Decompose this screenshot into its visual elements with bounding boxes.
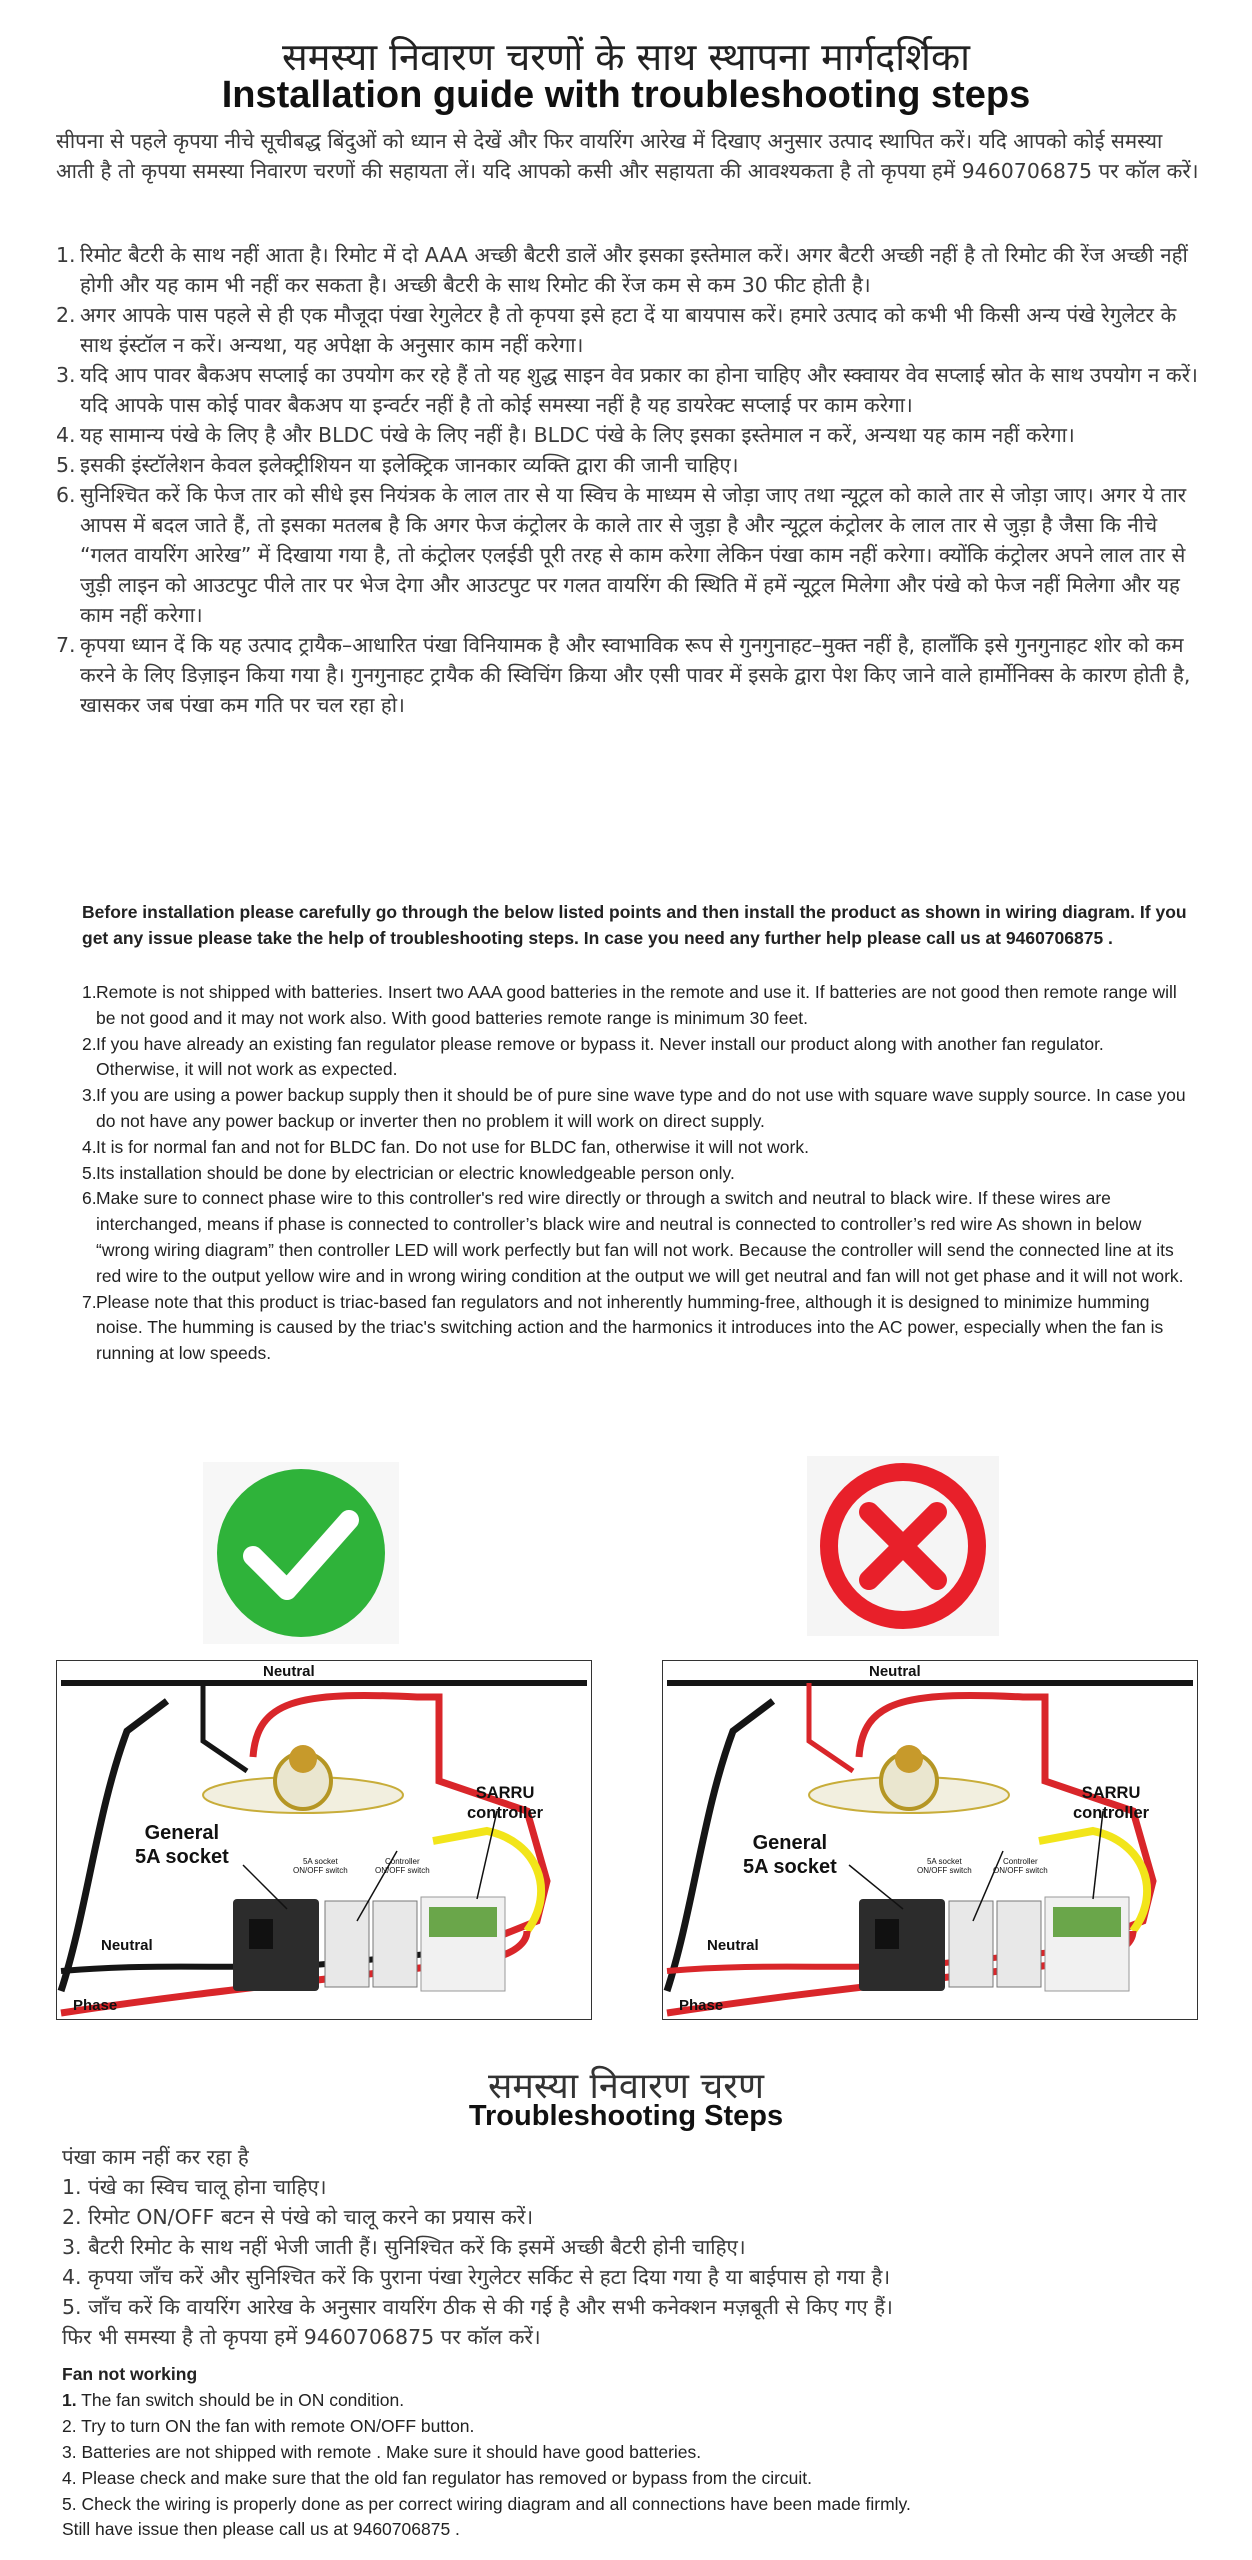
- list-number: 2.: [82, 1033, 97, 1054]
- controller-switch-line-2: ON/OFF switch: [993, 1866, 1048, 1875]
- troubleshooting-title-english: Troubleshooting Steps: [468, 2100, 784, 2132]
- list-number: 6.: [56, 483, 76, 507]
- list-number: 7.: [56, 633, 76, 657]
- list-text: सुनिश्चित करें कि फेज तार को सीधे इस नियंत्रक के लाल तार से या स्विच के माध्यम से जोड़ा जाए तथा न्यूट्रल को काले तार से जोड़ा जाए। अगर ये तार आपस में बदल जाते हैं, तो इसका मतलब है कि अगर फेज कंट्रोलर के काले तार से जुड़ा है और न्यूट्रल कंट्रोलर के लाल तार से जुड़ा है जैसा कि नीचे “गलत वायरिंग आरेख” में दिखाया गया है, तो कंट्रोलर एलईडी पूरी तरह से काम करेगा लेकिन पंखा काम नहीं करेगा। क्योंकि कंट्रोलर अपने लाल तार से जुड़ी लाइन को आउटपुट पीले तार पर भेज देगा और आउटपुट पर गलत वायरिंग की स्थिति में हमें न्यूट्रल मिलेगा और पंखे को फेज नहीं मिलेगा और यह काम नहीं करेगा।: [80, 483, 1187, 627]
- correct-wiring-diagram: [56, 1660, 592, 2020]
- hindi-step: [62, 2232, 1212, 2262]
- page-title-hindi: समस्या निवारण चरणों के साथ स्थापना मार्गदर्शिका: [282, 35, 970, 79]
- step-number: 5.: [62, 2295, 82, 2319]
- socket-switch-label: [917, 1857, 972, 1875]
- sarru-line-2: controller: [1073, 1804, 1150, 1822]
- step-text: पंखे का स्विच चालू होना चाहिए।: [88, 2175, 327, 2199]
- controller-switch-line-1: Controller: [384, 1857, 420, 1866]
- step-number: 1.: [62, 2175, 82, 2199]
- sarru-line-1: SARRU: [1081, 1784, 1141, 1802]
- step-number: 4.: [62, 2265, 82, 2289]
- step-number: 5.: [62, 2493, 77, 2514]
- list-text: Remote is not shipped with batteries. Insert two AAA good batteries in the remote and use it. If batteries are not good then remote range will be not good and it may not work also. With good batteries remote range is minimum 30 feet.: [96, 982, 1177, 1028]
- english-footer: Still have issue then please call us at 9460706875 .: [62, 2519, 460, 2540]
- step-text: कृपया जाँच करें और सुनिश्चित करें कि पुराना पंखा रेगुलेटर सर्किट से हटा दिया गया है या बाईपास हो गया है।: [88, 2265, 891, 2289]
- step-text: Please check and make sure that the old fan regulator has removed or bypass from the circuit.: [81, 2467, 812, 2488]
- hindi-point-5: [56, 450, 1206, 480]
- neutral-label: Neutral: [869, 1663, 921, 1680]
- list-text: रिमोट बैटरी के साथ नहीं आता है। रिमोट में दो AAA अच्छी बैटरी डालें और इसका इस्तेमाल करें। अगर बैटरी अच्छी नहीं है तो रिमोट की रेंज अच्छी नहीं होगी और यह काम भी नहीं कर सकता है। अच्छी बैटरी के साथ रिमोट की रेंज कम से कम 30 फीट होती है।: [80, 243, 1188, 297]
- list-number: 1.: [56, 243, 76, 267]
- hindi-step: [62, 2262, 1212, 2292]
- troubleshooting-title-hindi: समस्या निवारण चरण: [488, 2066, 764, 2107]
- hindi-step: [62, 2172, 1212, 2202]
- step-number: 2.: [62, 2415, 77, 2436]
- phase-label: Phase: [73, 1997, 118, 2014]
- step-text: Try to turn ON the fan with remote ON/OFF button.: [81, 2415, 475, 2436]
- english-step: [62, 2440, 1212, 2466]
- english-step: [62, 2492, 1212, 2518]
- step-text: The fan switch should be in ON condition.: [81, 2389, 405, 2410]
- list-text: इसकी इंस्टॉलेशन केवल इलेक्ट्रीशियन या इलेक्ट्रिक जानकार व्यक्ति द्वारा की जानी चाहिए।: [80, 453, 739, 477]
- list-text: अगर आपके पास पहले से ही एक मौजूदा पंखा रेगुलेटर है तो कृपया इसे हटा दें या बायपास करें। हमारे उत्पाद को कभी भी किसी अन्य पंखे रेगुलेटर के साथ इंस्टॉल न करें। अन्यथा, यह अपेक्षा के अनुसार काम नहीं करेगा।: [80, 303, 1177, 357]
- list-number: 4.: [82, 1136, 97, 1157]
- hindi-intro: सीपना से पहले कृपया नीचे सूचीबद्ध बिंदुओं को ध्यान से देखें और फिर वायरिंग आरेख में दिखाए अनुसार उत्पाद स्थापित करें। यदि आपको कोई समस्या आती है तो कृपया समस्या निवारण चरणों की सहायता लें। यदि आपको कसी और सहायता की आवश्यकता है तो कृपया हमें 9460706875 पर कॉल करें।: [56, 129, 1199, 183]
- general-line-1: General: [144, 1822, 220, 1844]
- list-text: यह सामान्य पंखे के लिए है और BLDC पंखे के लिए नहीं है। BLDC पंखे के लिए इसका इस्तेमाल न करें, अन्यथा यह काम नहीं करेगा।: [80, 423, 1075, 447]
- english-step: [62, 2388, 1212, 2414]
- hindi-point-6: [56, 480, 1206, 630]
- sarru-controller-label: [1073, 1783, 1149, 1823]
- controller-switch-label: [375, 1857, 430, 1875]
- list-text: Its installation should be done by electrician or electric knowledgeable person only.: [96, 1162, 735, 1183]
- hindi-point-1: [56, 240, 1206, 300]
- step-text: Batteries are not shipped with remote . Make sure it should have good batteries.: [81, 2441, 702, 2462]
- list-number: 4.: [56, 423, 76, 447]
- general-line-1: General: [752, 1832, 828, 1854]
- step-number: 3.: [62, 2441, 77, 2462]
- controller-switch-line-1: Controller: [1002, 1857, 1038, 1866]
- list-number: 1.: [82, 982, 97, 1002]
- list-number: 5.: [82, 1162, 97, 1183]
- socket-switch-line-2: ON/OFF switch: [917, 1866, 972, 1875]
- socket-switch-line-1: 5A socket: [926, 1857, 962, 1866]
- list-text: If you have already an existing fan regulator please remove or bypass it. Never install our product along with another fan regulator. Otherwise, it will not work as expected.: [96, 1033, 1104, 1080]
- step-number: 1.: [62, 2389, 77, 2410]
- page-title-english: Installation guide with troubleshooting steps: [221, 74, 1031, 116]
- hindi-step: [62, 2202, 1212, 2232]
- list-number: 2.: [56, 303, 76, 327]
- hindi-point-7: [56, 630, 1206, 720]
- english-heading: Fan not working: [62, 2364, 198, 2384]
- list-text: Make sure to connect phase wire to this controller's red wire directly or through a switch and neutral to black wire. If these wires are interchanged, means if phase is connected to controller’s black wire and neutral is connected to controller’s red wire As shown in below “wrong wiring diagram” then controller LED will work perfectly but fan will not work. Because the controller will send the connected line at its red wire to the output yellow wire and in wrong wiring condition at the output we will get neutral and fan will not get phase and it will not work.: [96, 1188, 1184, 1286]
- list-number: 6.: [82, 1188, 97, 1209]
- english-step: [62, 2466, 1212, 2492]
- wrong-wiring-diagram: [662, 1660, 1198, 2020]
- hindi-point-2: [56, 300, 1206, 360]
- sarru-line-1: SARRU: [475, 1784, 535, 1802]
- general-line-2: 5A socket: [743, 1856, 837, 1878]
- wrong-wiring-cross-icon: [807, 1456, 999, 1636]
- english-point-1: [82, 980, 1192, 1032]
- sarru-controller-label: [467, 1783, 543, 1823]
- step-text: रिमोट ON/OFF बटन से पंखे को चालू करने का प्रयास करें।: [88, 2205, 534, 2229]
- step-text: जाँच करें कि वायरिंग आरेख के अनुसार वायरिंग ठीक से की गई है और सभी कनेक्शन मज़बूती से किए गए हैं।: [88, 2295, 893, 2319]
- english-point-5: [82, 1161, 1192, 1187]
- socket-switch-line-2: ON/OFF switch: [293, 1866, 348, 1875]
- hindi-points-list: [56, 240, 1206, 720]
- hindi-point-3: [56, 360, 1206, 420]
- phase-label: Phase: [679, 1997, 724, 2014]
- correct-wiring-check-icon: [203, 1462, 399, 1644]
- sarru-line-2: controller: [467, 1804, 544, 1822]
- step-text: Check the wiring is properly done as per correct wiring diagram and all connections have been made firmly.: [81, 2493, 911, 2514]
- english-points-list: [82, 980, 1192, 1367]
- english-point-2: [82, 1032, 1192, 1084]
- english-point-7: [82, 1290, 1192, 1367]
- list-text: यदि आप पावर बैकअप सप्लाई का उपयोग कर रहे हैं तो यह शुद्ध साइन वेव प्रकार का होना चाहिए और स्क्वायर वेव सप्लाई स्रोत के साथ उपयोग न करें। यदि आपके पास कोई पावर बैकअप या इन्वर्टर नहीं है तो कोई समस्या नहीं है यह डायरेक्ट सप्लाई पर काम करेगा।: [80, 363, 1198, 417]
- troubleshooting-hindi-block: [62, 2142, 1212, 2352]
- general-line-2: 5A socket: [135, 1846, 229, 1868]
- hindi-point-4: [56, 420, 1206, 450]
- list-number: 5.: [56, 453, 76, 477]
- list-text: It is for normal fan and not for BLDC fan. Do not use for BLDC fan, otherwise it will not work.: [96, 1136, 809, 1157]
- list-number: 7.: [82, 1291, 97, 1312]
- neutral-bottom-label: Neutral: [101, 1937, 153, 1954]
- english-point-6: [82, 1186, 1192, 1289]
- neutral-bottom-label: Neutral: [707, 1937, 759, 1954]
- list-number: 3.: [82, 1085, 97, 1106]
- list-text: कृपया ध्यान दें कि यह उत्पाद ट्रायैक–आधारित पंखा विनियामक है और स्वाभाविक रूप से गुनगुनाहट–मुक्त नहीं है, हालाँकि इसे गुनगुनाहट शोर को कम करने के लिए डिज़ाइन किया गया है। गुनगुनाहट ट्रायैक की स्विचिंग क्रिया और एसी पावर में इसके द्वारा पेश किए जाने वाले हार्मोनिक्स के कारण होती है, खासकर जब पंखा कम गति पर चल रहा हो।: [80, 633, 1191, 717]
- troubleshooting-english-block: [62, 2362, 1212, 2543]
- hindi-heading: पंखा काम नहीं कर रहा है: [62, 2145, 249, 2169]
- list-text: Please note that this product is triac-based fan regulators and not inherently humming-free, although it is designed to minimize humming noise. The humming is caused by the triac's switching action and the harmonics it introduces into the AC power, especially when the fan is running at low speeds.: [96, 1291, 1164, 1364]
- general-socket-label: [743, 1831, 837, 1879]
- english-point-3: [82, 1083, 1192, 1135]
- socket-switch-line-1: 5A socket: [302, 1857, 338, 1866]
- step-number: 4.: [62, 2467, 77, 2488]
- hindi-step: [62, 2292, 1212, 2322]
- step-number: 3.: [62, 2235, 82, 2259]
- controller-switch-line-2: ON/OFF switch: [375, 1866, 430, 1875]
- list-text: If you are using a power backup supply then it should be of pure sine wave type and do not use with square wave supply source. In case you do not have any power backup or inverter then no problem it will work on direct supply.: [96, 1085, 1186, 1131]
- general-socket-label: [135, 1821, 229, 1869]
- controller-switch-label: [993, 1857, 1048, 1875]
- english-step: [62, 2414, 1212, 2440]
- list-number: 3.: [56, 363, 76, 387]
- english-intro: Before installation please carefully go through the below listed points and then install the product as shown in wiring diagram. If you get any issue please take the help of troubleshooting steps. In case you need any further help please call us at 9460706875 .: [82, 902, 1187, 948]
- step-text: बैटरी रिमोट के साथ नहीं भेजी जाती हैं। सुनिश्चित करें कि इसमें अच्छी बैटरी होनी चाहिए।: [88, 2235, 746, 2259]
- hindi-footer: फिर भी समस्या है तो कृपया हमें 9460706875 पर कॉल करें।: [62, 2325, 541, 2349]
- english-point-4: [82, 1135, 1192, 1161]
- socket-switch-label: [293, 1857, 348, 1875]
- neutral-label: Neutral: [263, 1663, 315, 1680]
- step-number: 2.: [62, 2205, 82, 2229]
